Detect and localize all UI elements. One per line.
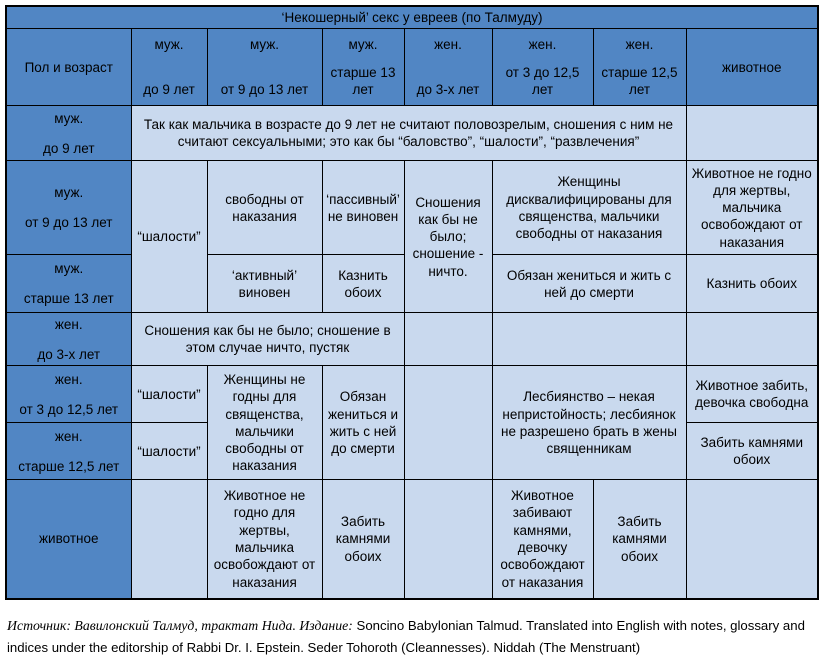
col-header-age: до 3-х лет xyxy=(416,82,480,97)
col-header-female-under-3 xyxy=(404,29,492,106)
cell-animal-unfit-sacrifice: Животное не годно для жертвы, мальчика освобождают от наказания xyxy=(207,480,322,599)
cell-row1-animal-empty xyxy=(686,106,818,161)
cell-no-intercourse: Сношения как бы не было; сношение - ничто. xyxy=(404,161,492,313)
row-header-age: старше 13 лет xyxy=(23,291,114,307)
col-header-age: от 3 до 12,5 лет xyxy=(505,64,580,97)
cell-execute-both: Казнить обоих xyxy=(322,255,404,313)
row-header-male-9-13 xyxy=(6,161,131,255)
row-header-female-under-3 xyxy=(6,313,131,366)
cell-stone-both-2: Забить камнями обоих xyxy=(322,480,404,599)
source-footnote xyxy=(7,615,815,657)
cell-row7-animal-empty xyxy=(686,480,818,599)
cell-girl3-note: Сношения как бы не было; сношение в этом случае ничто, пустяк xyxy=(131,313,404,366)
col-header-sex: животное xyxy=(722,59,782,75)
col-header-sex: жен. xyxy=(625,37,654,53)
cell-passive-not-guilty: ‘пассивный’ не виновен xyxy=(322,161,404,255)
row-header-sex: животное xyxy=(39,531,99,547)
cell-row4-animal-empty xyxy=(686,313,818,366)
col-header-sex: муж. xyxy=(249,37,280,53)
col-header-male-under-9 xyxy=(131,29,207,106)
cell-shalosti-male: “шалости” xyxy=(131,161,207,313)
cell-row4-empty-1 xyxy=(404,313,492,366)
row-header-sex: жен. xyxy=(54,428,83,444)
col-header-age: от 9 до 13 лет xyxy=(220,82,309,97)
page-title: ‘Некошерный’ секс у евреев (по Талмуду) xyxy=(6,6,818,29)
source-edition-text: Soncino Babylonian Talmud. Translated into English with notes, glossary and indices under the editorship of Rabbi Dr. I. Epstein. Seder Tohoroth (Cleannesses). Niddah (The Menstruant) xyxy=(7,617,805,655)
row-header-male-under-9 xyxy=(6,106,131,161)
row-header-age: от 9 до 13 лет xyxy=(25,215,113,231)
row-header-sex: жен. xyxy=(54,316,83,332)
cell-rows56-empty xyxy=(404,366,492,480)
row-header-age: от 3 до 12,5 лет xyxy=(19,401,119,417)
cell-must-marry-2: Обязан жениться и жить с ней до смерти xyxy=(322,366,404,480)
col-header-age: до 9 лет xyxy=(143,82,195,97)
row-header-animal xyxy=(6,480,131,599)
cell-execute-both-animal: Казнить обоих xyxy=(686,255,818,313)
row-header-age: до 9 лет xyxy=(42,140,95,156)
row-header-sex: муж. xyxy=(54,110,84,126)
cell-free-of-punishment: свободны от наказания xyxy=(207,161,322,255)
cell-animal-stoned-girl-freed: Животное забивают камнями, девочку освобождают от наказания xyxy=(492,480,593,599)
col-header-male-9-13 xyxy=(207,29,322,106)
col-header-animal xyxy=(686,29,818,106)
col-header-sex: жен. xyxy=(528,37,557,53)
cell-stone-both-3: Забить камнями обоих xyxy=(593,480,686,599)
source-label-italic: Источник: Вавилонский Талмуд, трактат Нида. Издание: xyxy=(7,617,353,633)
cell-must-marry: Обязан жениться и жить с ней до смерти xyxy=(492,255,686,313)
cell-row4-empty-2 xyxy=(492,313,686,366)
cell-shalosti-female-young: “шалости” xyxy=(131,366,207,423)
cell-animal-unfit-boy-freed: Животное не годно для жертвы, мальчика освобождают от наказания xyxy=(686,161,818,255)
row-header-sex: муж. xyxy=(54,261,84,276)
col-header-sex: жен. xyxy=(434,37,462,53)
row-header-male-over-13 xyxy=(6,255,131,313)
row-header-age: старше 12,5 лет xyxy=(18,458,120,474)
col-header-female-3-125 xyxy=(492,29,593,106)
row-header-sex: муж. xyxy=(54,185,84,200)
corner-header: Пол и возраст xyxy=(6,29,131,106)
cell-row7-empty-1 xyxy=(131,480,207,599)
row-header-female-over-125 xyxy=(6,423,131,480)
cell-shalosti-female-older: “шалости” xyxy=(131,423,207,480)
col-header-sex: муж. xyxy=(154,37,184,53)
talmud-table xyxy=(5,5,819,600)
cell-women-disqualified: Женщины дисквалифицированы для священства, мальчики свободны от наказания xyxy=(492,161,686,255)
col-header-male-over-13 xyxy=(322,29,404,106)
cell-women-unfit-priesthood: Женщины не годны для священства, мальчики свободны от наказания xyxy=(207,366,322,480)
cell-boy-under9-note: Так как мальчика в возрасте до 9 лет не считают половозрелым, сношения с ним не считают сексуальными; это как бы “баловство”, “шалости”, “развлечения” xyxy=(131,106,686,161)
row-header-female-3-125 xyxy=(6,366,131,423)
col-header-age: старше 13 лет xyxy=(330,64,396,97)
col-header-female-over-125 xyxy=(593,29,686,106)
col-header-age: старше 12,5 лет xyxy=(601,64,678,97)
row-header-age: до 3-х лет xyxy=(37,346,101,362)
cell-lesbian-note: Лесбиянство – некая непристойность; лесбиянок не разрешено брать в жены священникам xyxy=(492,366,686,480)
col-header-sex: муж. xyxy=(348,37,378,53)
cell-active-guilty: ‘активный’ виновен xyxy=(207,255,322,313)
cell-row7-empty-2 xyxy=(404,480,492,599)
cell-stone-both-1: Забить камнями обоих xyxy=(686,423,818,480)
cell-animal-slaughter-girl-free: Животное забить, девочка свободна xyxy=(686,366,818,423)
row-header-sex: жен. xyxy=(54,371,83,387)
